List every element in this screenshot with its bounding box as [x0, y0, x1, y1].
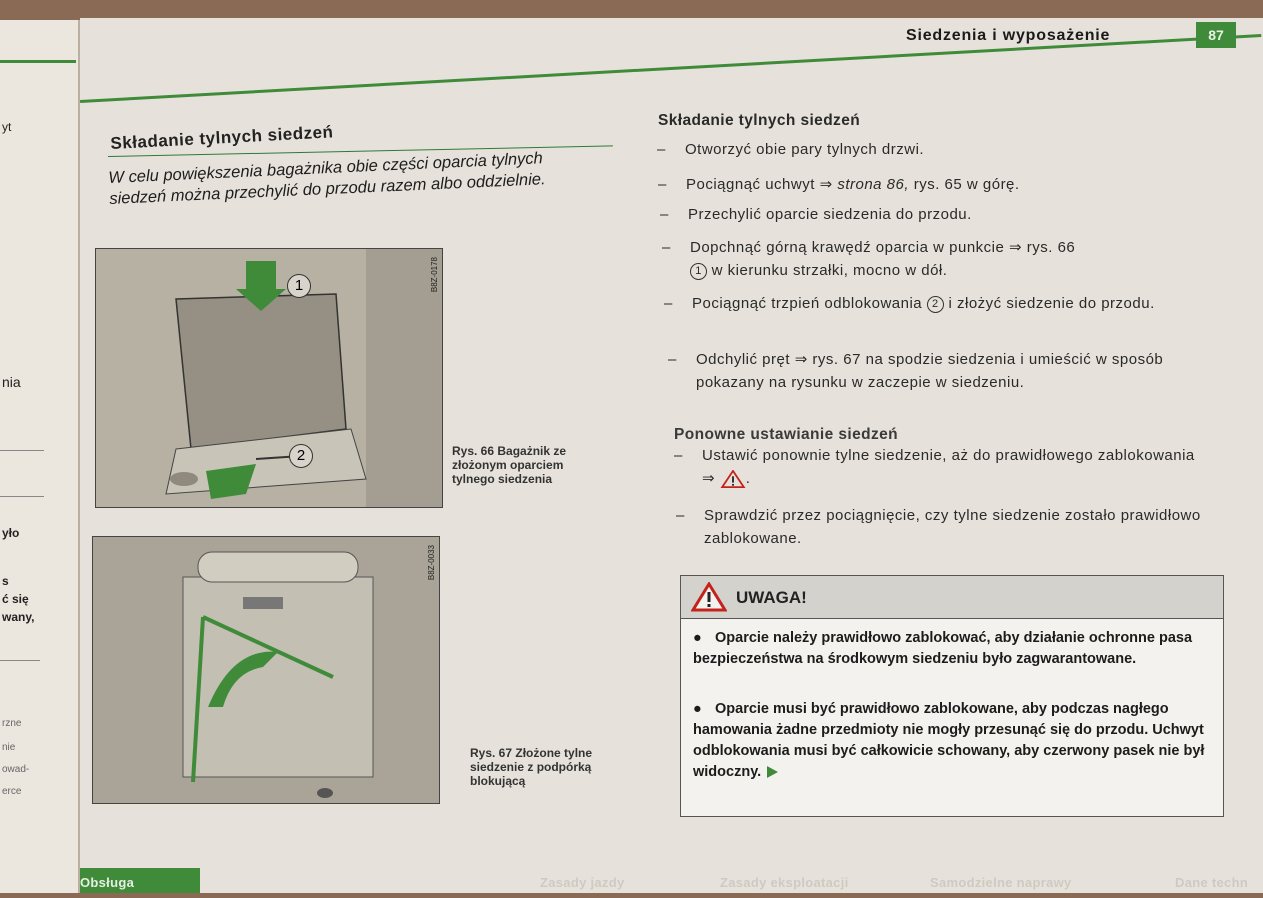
folding-step: – Pociągnąć uchwyt ⇒ strona 86, rys. 65 w górę. — [658, 176, 1020, 193]
continue-arrow-icon — [765, 765, 779, 779]
footer-tab: Zasady eksploatacji — [720, 875, 849, 890]
section-title: Składanie tylnych siedzeń — [110, 122, 334, 153]
running-header-title: Siedzenia i wyposażenie — [906, 27, 1111, 44]
page-number-badge: 87 — [1196, 22, 1236, 48]
footer-section-tabs — [80, 868, 1263, 893]
figure-67-caption: Rys. 67 Złożone tylne siedzenie z podpórką blokującą — [470, 746, 593, 788]
left-text-fragment: yło — [2, 526, 20, 540]
left-text-fragment: nia — [2, 374, 21, 390]
left-text-fragment: wany, — [2, 610, 35, 624]
restore-title: Ponowne ustawianie siedzeń — [674, 426, 899, 443]
left-text-fragment: owad- — [2, 764, 30, 775]
figure-66-caption: Rys. 66 Bagażnik ze złożonym oparciem tylnego siedzenia — [452, 444, 567, 486]
step-marker: 2 — [927, 296, 944, 313]
folding-title: Składanie tylnych siedzeń — [658, 112, 861, 129]
marker-2: 2 — [289, 444, 313, 468]
left-divider — [0, 496, 44, 497]
figure-code: B8Z-0178 — [430, 257, 439, 293]
warning-triangle-icon — [691, 582, 727, 612]
left-page-header-line — [0, 60, 76, 63]
step-marker: 1 — [690, 263, 707, 280]
left-text-fragment: nie — [2, 742, 16, 753]
folding-step: – Dopchnąć górną krawędź oparcia w punkcie ⇒ rys. 66 1 w kierunku strzałki, mocno w dół. — [662, 239, 1076, 279]
footer-tab: Dane techn — [1175, 875, 1249, 890]
warning-header-rule — [681, 618, 1223, 619]
warning-triangle-icon — [720, 470, 746, 488]
warning-item: ● Oparcie należy prawidłowo zablokować, aby działanie ochronne pasa bezpieczeństwa na środkowym siedzeniu było zagwarantowane. — [693, 630, 1193, 667]
folding-step: – Pociągnąć trzpień odblokowania 2 i złożyć siedzenie do przodu. — [664, 295, 1155, 312]
footer-tab: Obsługa — [80, 868, 200, 893]
folding-step: – Otworzyć obie pary tylnych drzwi. — [657, 141, 925, 158]
footer-tab: Samodzielne naprawy — [930, 875, 1072, 890]
left-text-fragment: erce — [2, 786, 22, 797]
restore-step: – Sprawdzić przez pociągnięcie, czy tylne siedzenie zostało prawidłowo zablokowane. — [676, 507, 1201, 547]
warning-label: UWAGA! — [736, 588, 807, 607]
section-intro: W celu powiększenia bagażnika obie części oparcia tylnych siedzeń można przechylić do przodu razem albo oddzielnie. — [108, 149, 546, 208]
left-text-fragment: yt — [2, 120, 12, 134]
figure-67-illustration — [92, 536, 440, 804]
folding-step: – Przechylić oparcie siedzenia do przodu. — [660, 206, 972, 223]
marker-1: 1 — [287, 274, 311, 298]
left-divider — [0, 450, 44, 451]
manual-page — [80, 18, 1263, 893]
footer-tab: Zasady jazdy — [540, 875, 625, 890]
warning-box — [680, 575, 1224, 817]
folded-seat-support-drawing — [93, 537, 439, 803]
figure-code: B8Z-0033 — [427, 545, 436, 581]
left-facing-page — [0, 20, 80, 893]
warning-item: ● Oparcie musi być prawidłowo zablokowane, aby podczas nagłego hamowania żadne przedmioty nie mogły przesunąć się do przodu. Uchwyt odblokowania musi być całkowicie schowany, aby czerwony pasek nie był widoczny. — [693, 701, 1205, 780]
left-divider — [0, 660, 40, 661]
figure-66-illustration — [95, 248, 443, 508]
trunk-folded-backrest-drawing — [96, 249, 442, 507]
left-text-fragment: ć się — [2, 592, 29, 606]
warning-header — [681, 576, 1223, 618]
restore-step: – Ustawić ponownie tylne siedzenie, aż do prawidłowego zablokowania ⇒ . — [674, 447, 1195, 487]
left-text-fragment: s — [2, 574, 9, 588]
left-text-fragment: rzne — [2, 718, 22, 729]
folding-step: – Odchylić pręt ⇒ rys. 67 na spodzie siedzenia i umieścić w sposób pokazany na rysunku w zaczepie w siedzeniu. — [668, 351, 1164, 391]
